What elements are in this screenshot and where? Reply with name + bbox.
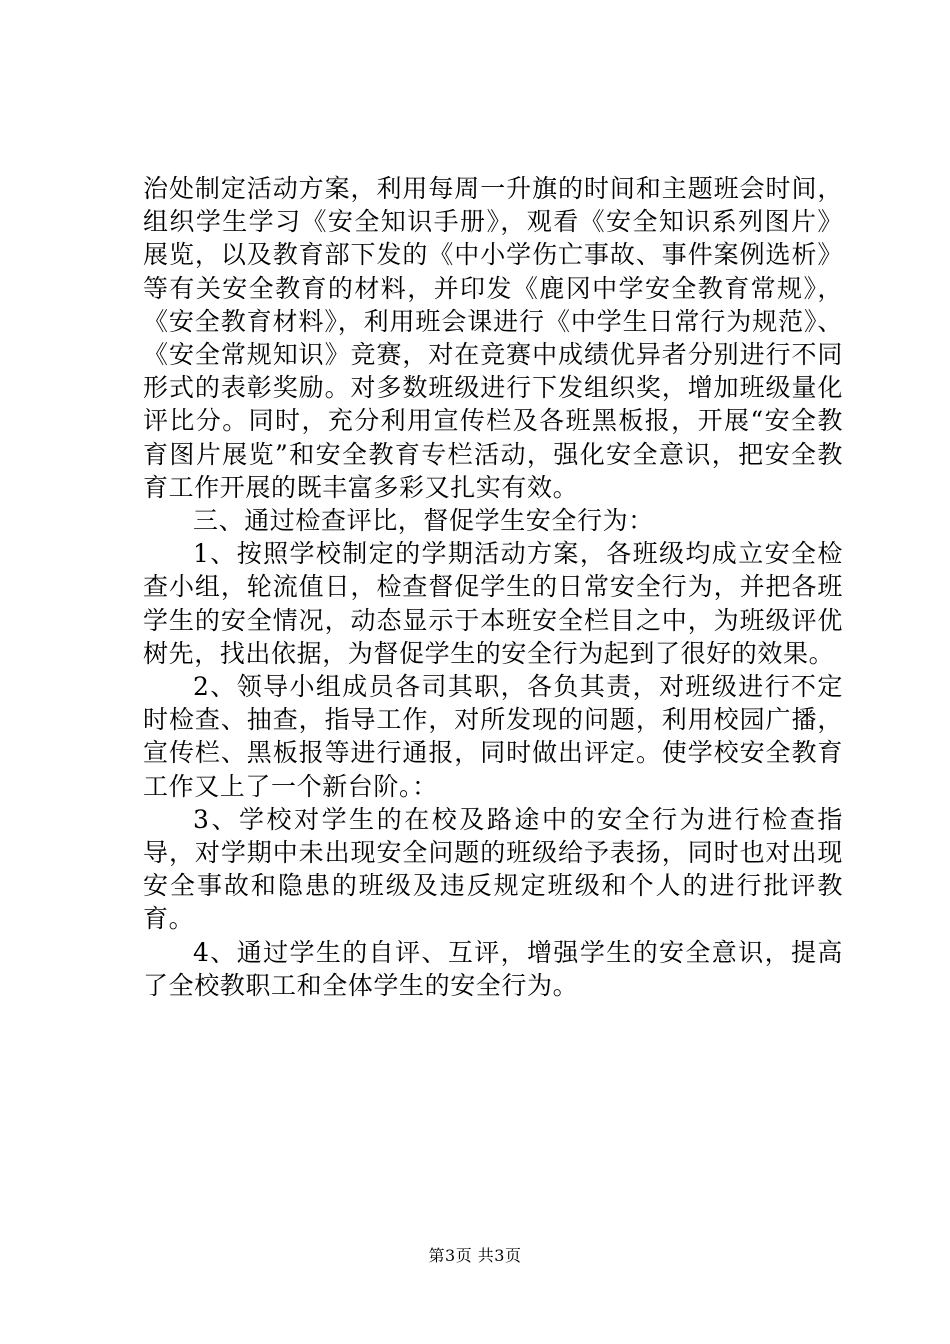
page-number-footer: 第3页 共3页 bbox=[428, 1246, 522, 1265]
paragraph-continuation: 治处制定活动方案，利用每周一升旗的时间和主题班会时间，组织学生学习《安全知识手册》，观看《安全知识系列图片》展览，以及教育部下发的《中小学伤亡事故、事件案例选析》等有关安全教育的材料，并印发《鹿冈中学安全教育常规》，《安全教育材料》，利用班会课进行《中学生日常行为规范》、《安全常规知识》竞赛，对在竞赛中成绩优异者分别进行不同形式的表彰奖励。对多数班级进行下发组织奖，增加班级量化评比分。同时，充分利用宣传栏及各班黑板报，开展“安全教育图片展览”和安全教育专栏活动，强化安全意识，把安全教育工作开展的既丰富多彩又扎实有效。 bbox=[143, 174, 843, 502]
paragraph-item-2: 2、领导小组成员各司其职，各负其责，对班级进行不定时检查、抽查，指导工作，对所发现的问题，利用校园广播，宣传栏、黑板报等进行通报，同时做出评定。使学校安全教育工作又上了一个新台阶。： bbox=[143, 672, 843, 801]
paragraph-item-1: 1、按照学校制定的学期活动方案，各班级均成立安全检查小组，轮流值日，检查督促学生的日常安全行为，并把各班学生的安全情况，动态显示于本班安全栏目之中，为班级评优树先，找出依据，为督促学生的安全行为起到了很好的效果。 bbox=[143, 539, 843, 668]
section-heading-3: 三、通过检查评比，督促学生安全行为： bbox=[193, 506, 654, 536]
paragraph-item-3: 3、学校对学生的在校及路途中的安全行为进行检查指导，对学期中未出现安全问题的班级给予表扬，同时也对出现安全事故和隐患的班级及违反规定班级和个人的进行批评教育。 bbox=[143, 804, 843, 934]
document-body bbox=[143, 172, 843, 1002]
paragraph-item-4: 4、通过学生的自评、互评，增强学生的安全意识，提高了全校教职工和全体学生的安全行为。 bbox=[143, 937, 843, 1000]
